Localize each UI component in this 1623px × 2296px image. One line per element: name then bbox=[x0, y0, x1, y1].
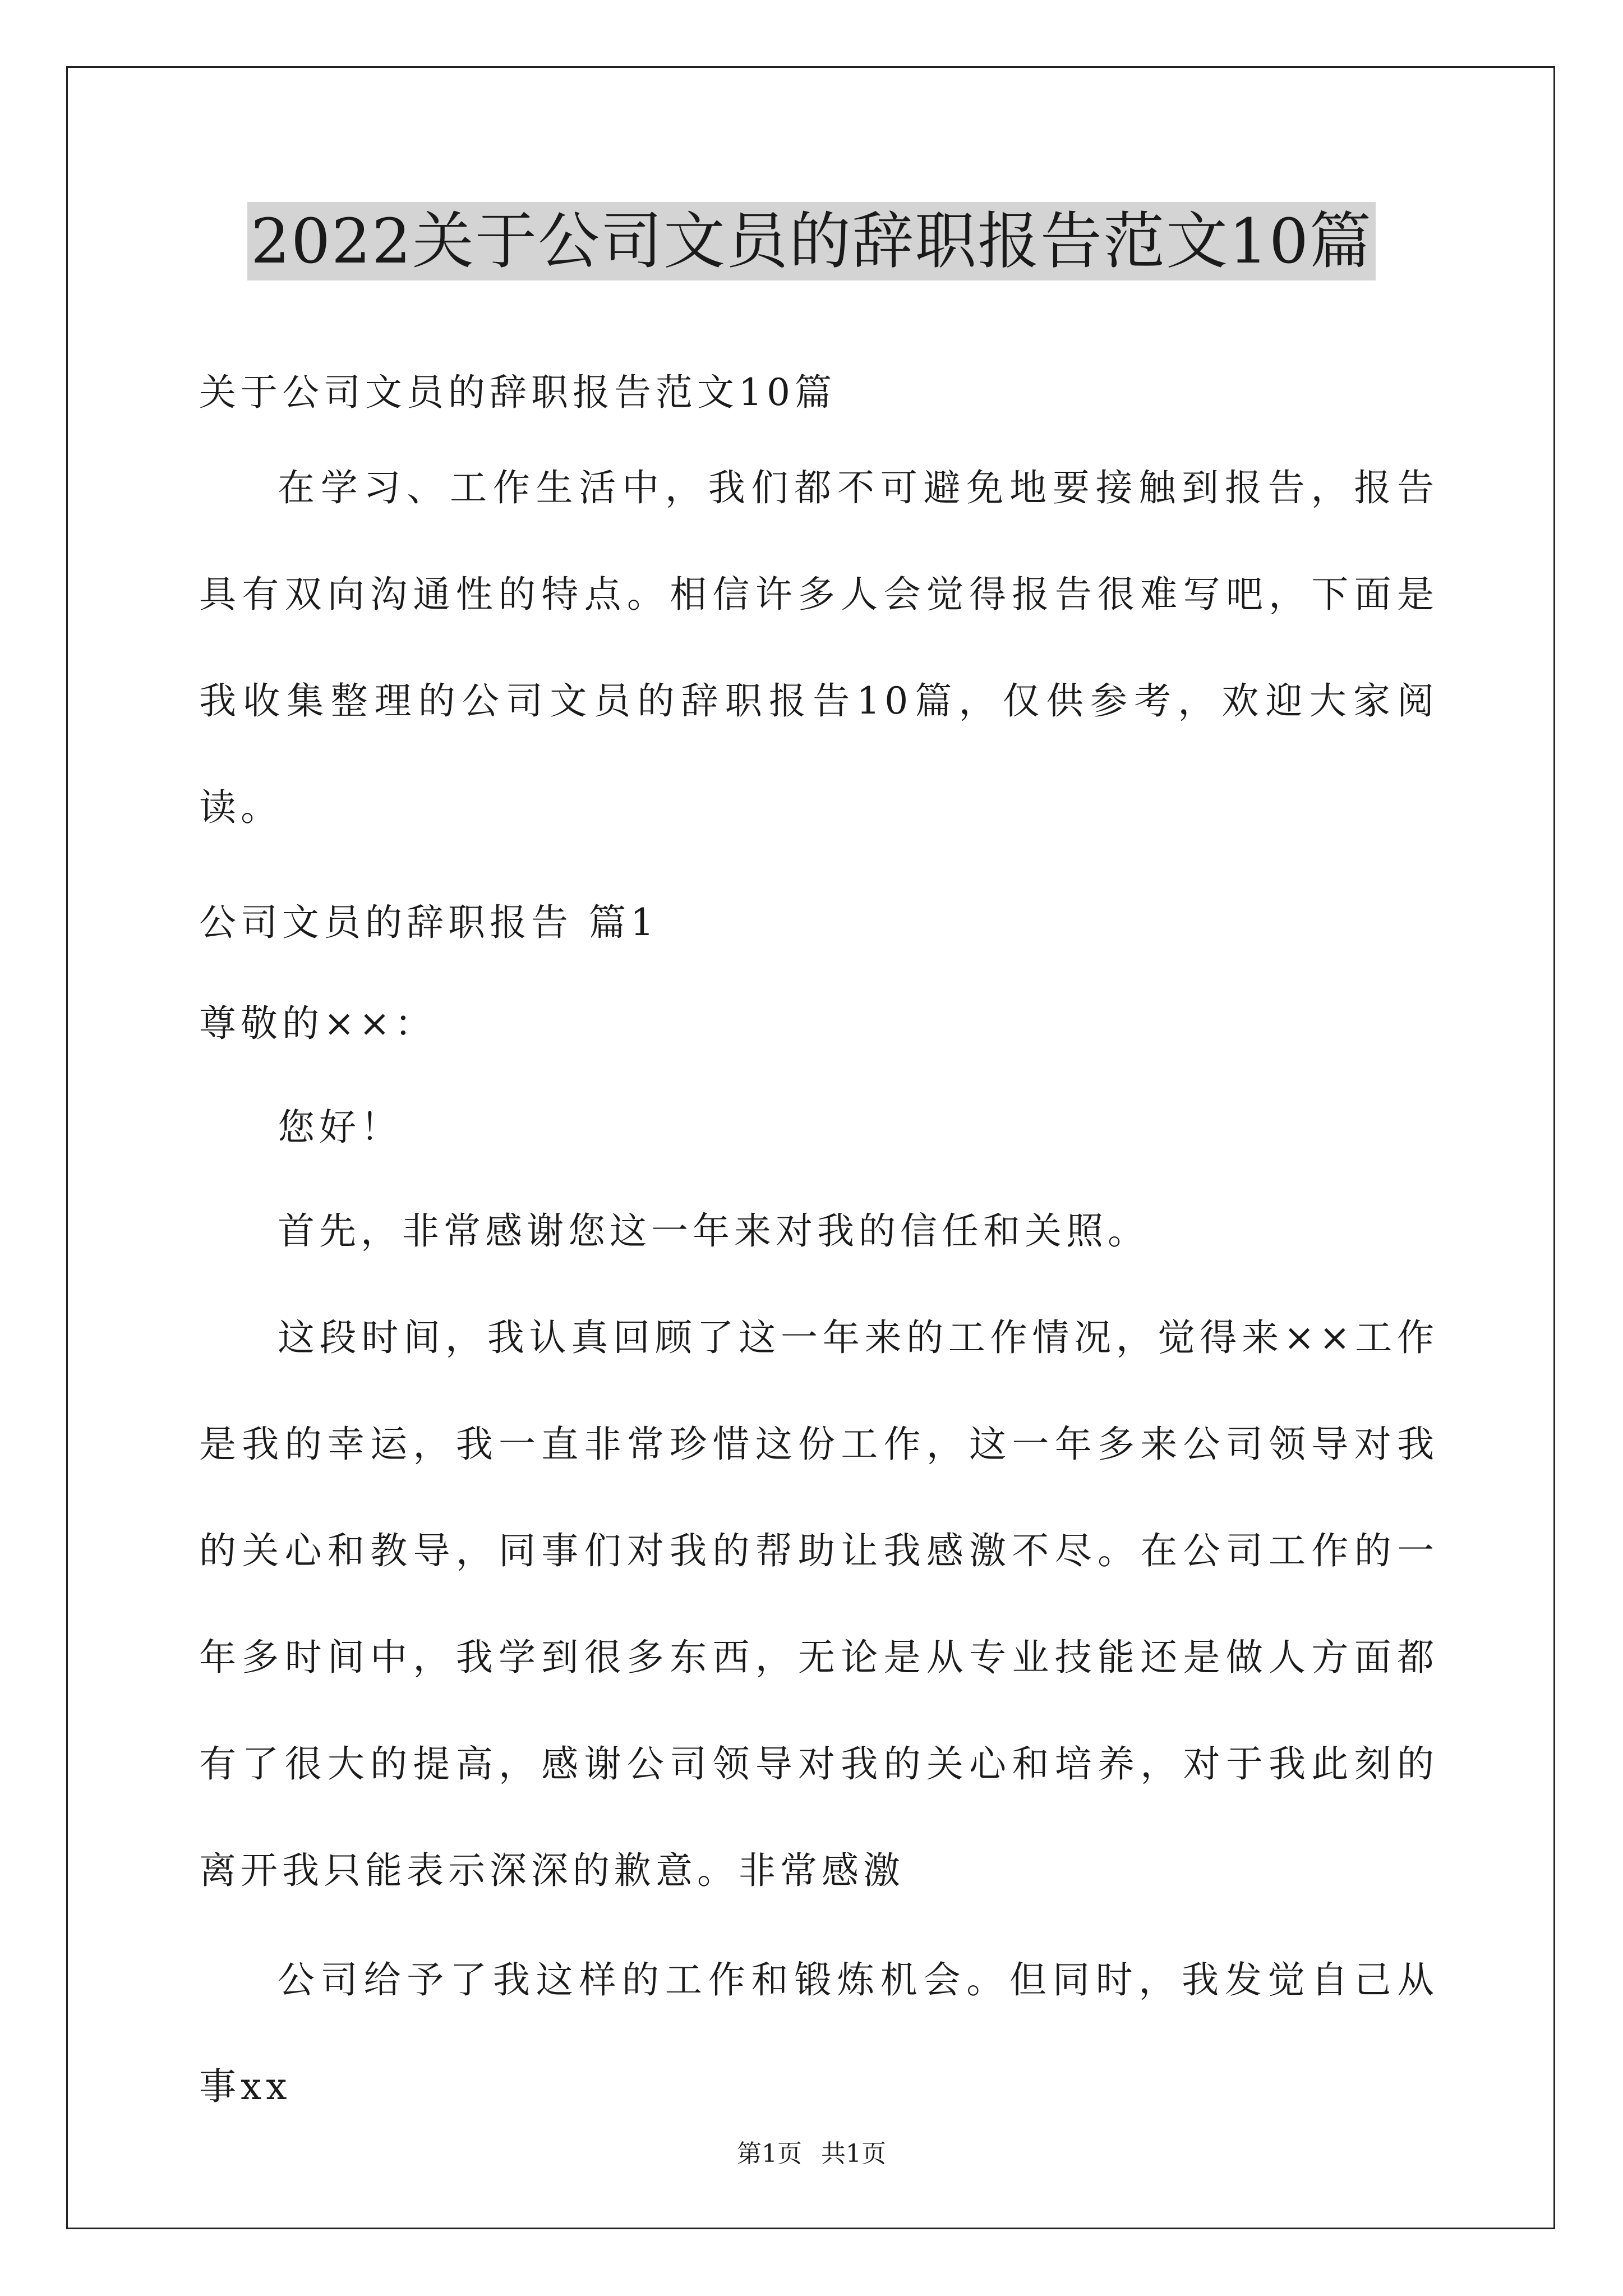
salutation: 尊敬的××： bbox=[199, 1002, 436, 1045]
paragraph-thanks: 首先，非常感谢您这一年来对我的信任和关照。 bbox=[278, 1209, 1149, 1253]
greeting: 您好！ bbox=[278, 1106, 402, 1149]
page-number-current: 第1页 bbox=[737, 2139, 802, 2168]
document-subtitle: 关于公司文员的辞职报告范文10篇 bbox=[199, 371, 836, 414]
paragraph-reflection: 这段时间，我认真回顾了这一年来的工作情况，觉得来××工作是我的幸运，我一直非常珍惜这份工作，这一年多来公司领导对我的关心和教导，同事们对我的帮助让我感激不尽。在公司工作的一年多时间中，我学到很多东西，无论是从专业技能还是做人方面都有了很大的提高，感谢公司领导对我的关心和培养，对于我此刻的离开我只能表示深深的歉意。非常感激 bbox=[199, 1316, 1438, 1892]
document-title: 2022关于公司文员的辞职报告范文10篇 bbox=[247, 202, 1376, 280]
intro-paragraph: 在学习、工作生活中，我们都不可避免地要接触到报告，报告具有双向沟通性的特点。相信许多人会觉得报告很难写吧，下面是我收集整理的公司文员的辞职报告10篇，仅供参考，欢迎大家阅读。 bbox=[199, 466, 1438, 829]
section-heading: 公司文员的辞职报告 篇1 bbox=[199, 901, 658, 944]
title-container bbox=[0, 202, 1623, 280]
page-footer bbox=[0, 2137, 1623, 2171]
paragraph-continuation: 公司给予了我这样的工作和锻炼机会。但同时，我发觉自己从事xx bbox=[199, 1958, 1438, 2108]
page-number-total: 共1页 bbox=[821, 2139, 886, 2168]
